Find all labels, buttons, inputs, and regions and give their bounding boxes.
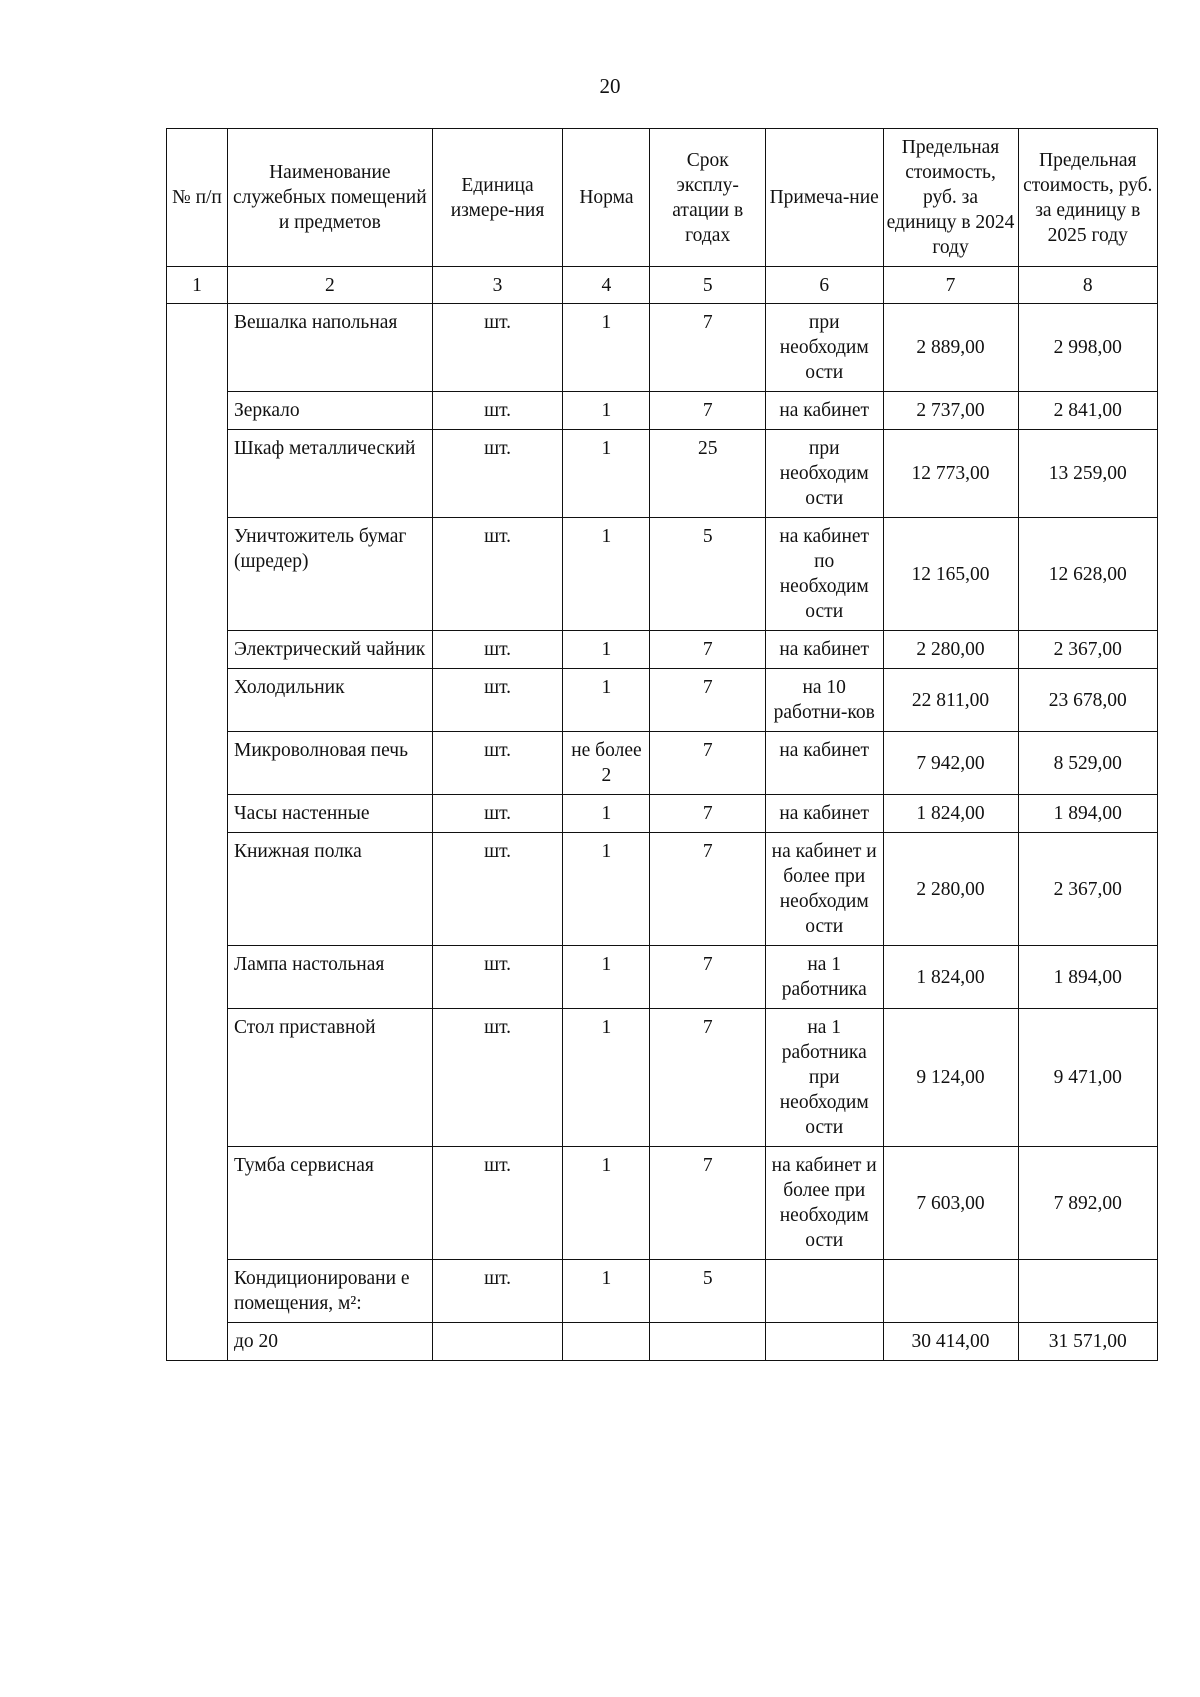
item-price-2025: 1 894,00 — [1018, 795, 1157, 833]
item-price-2024: 2 280,00 — [883, 631, 1018, 669]
item-unit: шт. — [432, 392, 563, 430]
item-price-2025: 2 367,00 — [1018, 833, 1157, 946]
table-row — [167, 518, 1158, 631]
item-name: до 20 — [227, 1323, 432, 1361]
item-unit: шт. — [432, 1260, 563, 1323]
item-name: Вешалка напольная — [227, 304, 432, 392]
item-note: на кабинет и более при необходим ости — [765, 1147, 883, 1260]
item-unit: шт. — [432, 631, 563, 669]
column-numbers-row — [167, 267, 1158, 304]
item-name: Лампа настольная — [227, 946, 432, 1009]
header-note: Примеча-ние — [765, 129, 883, 267]
item-price-2025: 1 894,00 — [1018, 946, 1157, 1009]
item-price-2024: 2 889,00 — [883, 304, 1018, 392]
item-term: 7 — [650, 1147, 765, 1260]
item-price-2024 — [883, 1260, 1018, 1323]
item-term: 7 — [650, 392, 765, 430]
item-term: 25 — [650, 430, 765, 518]
table-row — [167, 1260, 1158, 1323]
item-note: на кабинет — [765, 631, 883, 669]
item-name: Уничтожитель бумаг (шредер) — [227, 518, 432, 631]
item-norm — [563, 1323, 650, 1361]
item-note: при необходим ости — [765, 304, 883, 392]
item-price-2025: 2 841,00 — [1018, 392, 1157, 430]
item-price-2025: 8 529,00 — [1018, 732, 1157, 795]
item-name: Стол приставной — [227, 1009, 432, 1147]
item-unit: шт. — [432, 669, 563, 732]
item-norm: 1 — [563, 392, 650, 430]
header-price-2024: Предельная стоимость, руб. за единицу в 2024 году — [883, 129, 1018, 267]
column-number: 6 — [765, 267, 883, 304]
item-note — [765, 1323, 883, 1361]
item-price-2024: 2 280,00 — [883, 833, 1018, 946]
item-unit: шт. — [432, 946, 563, 1009]
table-row — [167, 392, 1158, 430]
item-price-2024: 2 737,00 — [883, 392, 1018, 430]
item-price-2024: 9 124,00 — [883, 1009, 1018, 1147]
item-note: на кабинет — [765, 795, 883, 833]
item-term: 7 — [650, 304, 765, 392]
item-norm: 1 — [563, 1260, 650, 1323]
item-norm: 1 — [563, 669, 650, 732]
item-unit: шт. — [432, 1009, 563, 1147]
item-norm: 1 — [563, 518, 650, 631]
item-price-2025: 23 678,00 — [1018, 669, 1157, 732]
item-name: Шкаф металлический — [227, 430, 432, 518]
item-unit: шт. — [432, 732, 563, 795]
item-price-2024: 1 824,00 — [883, 795, 1018, 833]
header-norm: Норма — [563, 129, 650, 267]
item-norm: 1 — [563, 1009, 650, 1147]
item-note: на кабинет — [765, 732, 883, 795]
header-term: Срок эксплу-атации в годах — [650, 129, 765, 267]
item-price-2025 — [1018, 1260, 1157, 1323]
table-row — [167, 732, 1158, 795]
item-term: 7 — [650, 1009, 765, 1147]
item-price-2025: 12 628,00 — [1018, 518, 1157, 631]
item-name: Зеркало — [227, 392, 432, 430]
page-number: 20 — [599, 74, 621, 98]
item-term — [650, 1323, 765, 1361]
column-number: 1 — [167, 267, 228, 304]
item-note: на кабинет по необходим ости — [765, 518, 883, 631]
column-number: 8 — [1018, 267, 1157, 304]
item-name: Часы настенные — [227, 795, 432, 833]
column-number: 4 — [563, 267, 650, 304]
item-unit: шт. — [432, 430, 563, 518]
item-norm: 1 — [563, 304, 650, 392]
table-row — [167, 795, 1158, 833]
column-number: 3 — [432, 267, 563, 304]
item-term: 7 — [650, 631, 765, 669]
item-price-2024: 1 824,00 — [883, 946, 1018, 1009]
item-norm: не более 2 — [563, 732, 650, 795]
header-row — [167, 129, 1158, 267]
header-unit: Единица измере-ния — [432, 129, 563, 267]
item-term: 5 — [650, 518, 765, 631]
table-row — [167, 631, 1158, 669]
item-norm: 1 — [563, 946, 650, 1009]
table-row — [167, 1009, 1158, 1147]
item-price-2024: 7 942,00 — [883, 732, 1018, 795]
table-row — [167, 1147, 1158, 1260]
item-norm: 1 — [563, 1147, 650, 1260]
item-unit: шт. — [432, 833, 563, 946]
item-price-2024: 22 811,00 — [883, 669, 1018, 732]
item-unit: шт. — [432, 518, 563, 631]
item-term: 7 — [650, 732, 765, 795]
table-body — [167, 304, 1158, 1361]
header-number: № п/п — [167, 129, 228, 267]
item-price-2025: 9 471,00 — [1018, 1009, 1157, 1147]
table-row — [167, 304, 1158, 392]
item-norm: 1 — [563, 795, 650, 833]
column-number: 2 — [227, 267, 432, 304]
table-row — [167, 430, 1158, 518]
item-price-2024: 30 414,00 — [883, 1323, 1018, 1361]
item-price-2024: 12 773,00 — [883, 430, 1018, 518]
item-price-2025: 13 259,00 — [1018, 430, 1157, 518]
table-row — [167, 946, 1158, 1009]
item-price-2024: 7 603,00 — [883, 1147, 1018, 1260]
item-term: 7 — [650, 946, 765, 1009]
item-note: на кабинет — [765, 392, 883, 430]
item-price-2025: 7 892,00 — [1018, 1147, 1157, 1260]
item-norm: 1 — [563, 430, 650, 518]
item-name: Тумба сервисная — [227, 1147, 432, 1260]
item-term: 7 — [650, 833, 765, 946]
item-unit: шт. — [432, 304, 563, 392]
item-name: Электрический чайник — [227, 631, 432, 669]
item-unit: шт. — [432, 1147, 563, 1260]
item-price-2024: 12 165,00 — [883, 518, 1018, 631]
item-price-2025: 31 571,00 — [1018, 1323, 1157, 1361]
item-note: на 1 работника — [765, 946, 883, 1009]
item-note: на 10 работни-ков — [765, 669, 883, 732]
item-unit: шт. — [432, 795, 563, 833]
item-norm: 1 — [563, 631, 650, 669]
header-price-2025: Предельная стоимость, руб. за единицу в 2025 году — [1018, 129, 1157, 267]
item-name: Кондиционировани е помещения, м²: — [227, 1260, 432, 1323]
item-price-2025: 2 998,00 — [1018, 304, 1157, 392]
item-name: Холодильник — [227, 669, 432, 732]
table-row — [167, 833, 1158, 946]
column-number: 5 — [650, 267, 765, 304]
item-term: 7 — [650, 669, 765, 732]
header-name: Наименование служебных помещений и предметов — [227, 129, 432, 267]
item-name: Микроволновая печь — [227, 732, 432, 795]
item-unit — [432, 1323, 563, 1361]
item-norm: 1 — [563, 833, 650, 946]
item-note: на 1 работника при необходим ости — [765, 1009, 883, 1147]
table-row — [167, 1323, 1158, 1361]
item-note: при необходим ости — [765, 430, 883, 518]
table-row — [167, 669, 1158, 732]
item-term: 5 — [650, 1260, 765, 1323]
column-number: 7 — [883, 267, 1018, 304]
row-number-cell — [167, 304, 228, 1361]
norms-table — [166, 128, 1158, 1361]
item-note: на кабинет и более при необходим ости — [765, 833, 883, 946]
item-name: Книжная полка — [227, 833, 432, 946]
item-note — [765, 1260, 883, 1323]
item-price-2025: 2 367,00 — [1018, 631, 1157, 669]
item-term: 7 — [650, 795, 765, 833]
